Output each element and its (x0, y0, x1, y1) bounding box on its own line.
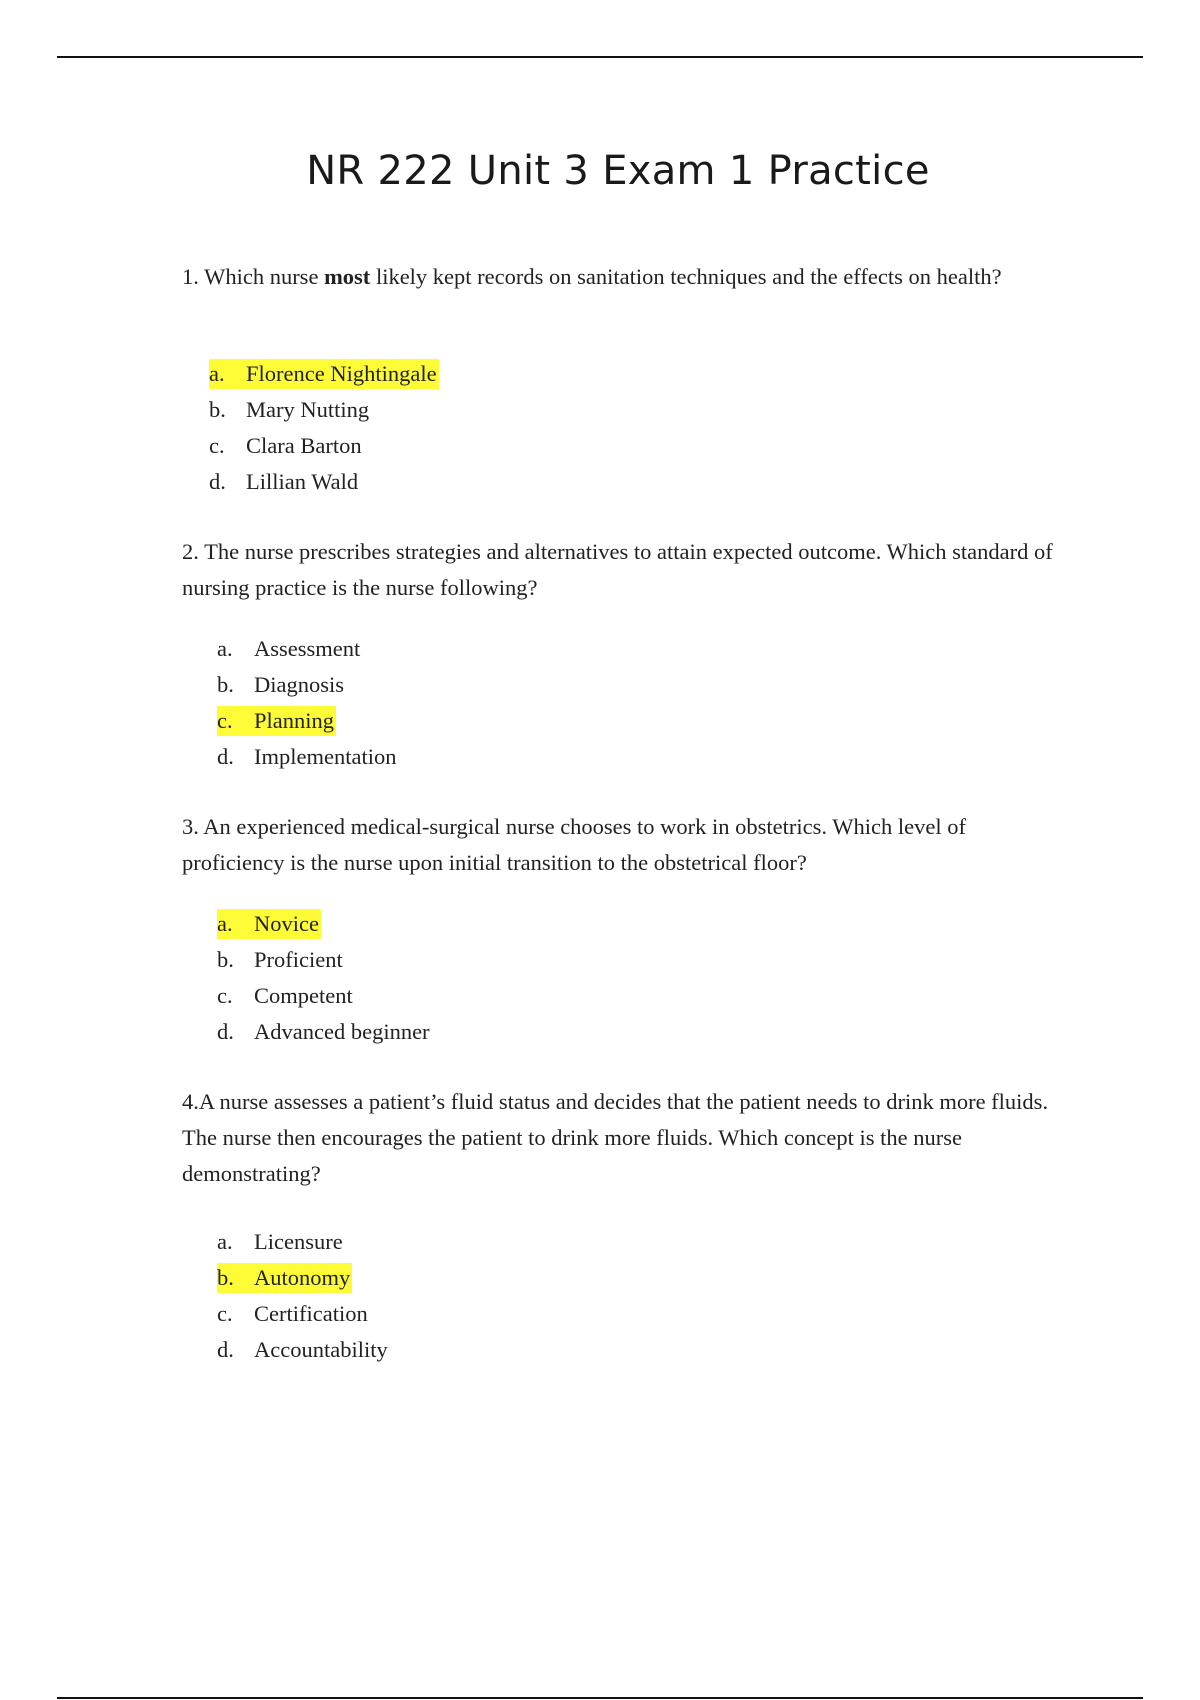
answer-highlight (217, 1227, 345, 1257)
option-letter: a. (209, 361, 225, 386)
option-letter: d. (217, 1019, 234, 1044)
q3-option-c (217, 978, 432, 1014)
q1-option-c (209, 428, 439, 464)
answer-highlight (209, 395, 371, 425)
answer-highlight (217, 742, 398, 772)
option-text: Proficient (254, 947, 343, 972)
question-1-emphasis: most (324, 264, 371, 289)
option-letter: d. (217, 1337, 234, 1362)
option-letter: b. (217, 947, 234, 972)
answer-highlight (217, 945, 345, 975)
question-4-options (217, 1224, 390, 1368)
q3-option-b (217, 942, 432, 978)
question-4: 4.A nurse assesses a patient’s fluid status and decides that the patient needs to drink more fluids. The nurse then encourages the patient to drink more fluids. Which concept is the nurse demonstrating? (182, 1089, 1049, 1186)
option-text: Florence Nightingale (246, 361, 437, 386)
option-letter: b. (209, 397, 226, 422)
q2-option-d (217, 739, 398, 775)
q1-option-a (209, 356, 439, 392)
question-1-options (209, 356, 439, 500)
option-text: Accountability (254, 1337, 388, 1362)
option-text: Novice (254, 911, 319, 936)
answer-highlight (217, 1017, 432, 1047)
question-1 (182, 259, 1062, 295)
option-letter: c. (217, 708, 233, 733)
answer-highlight (217, 706, 336, 736)
answer-highlight (217, 1263, 352, 1293)
option-text: Implementation (254, 744, 397, 769)
top-rule (57, 56, 1143, 58)
option-letter: c. (209, 433, 225, 458)
question-3: 3. An experienced medical-surgical nurse chooses to work in obstetrics. Which level of proficiency is the nurse upon initial transition to the obstetrical floor? (182, 814, 966, 875)
q3-option-a (217, 906, 432, 942)
q2-option-c (217, 703, 398, 739)
question-2: 2. The nurse prescribes strategies and alternatives to attain expected outcome. Which standard of nursing practice is the nurse following? (182, 539, 1053, 600)
option-letter: a. (217, 911, 233, 936)
question-2-options (217, 631, 398, 775)
q2-option-b (217, 667, 398, 703)
q4-option-d (217, 1332, 390, 1368)
q4-option-b (217, 1260, 390, 1296)
question-1-prefix: 1. Which nurse (182, 264, 325, 289)
option-letter: a. (217, 1229, 233, 1254)
answer-highlight (217, 1299, 370, 1329)
answer-highlight (209, 359, 439, 389)
option-letter: a. (217, 636, 233, 661)
answer-highlight (217, 981, 355, 1011)
answer-highlight (209, 467, 360, 497)
option-letter: b. (217, 1265, 234, 1290)
question-3-options (217, 906, 432, 1050)
answer-highlight (217, 634, 362, 664)
option-text: Autonomy (254, 1265, 351, 1290)
q4-option-a (217, 1224, 390, 1260)
option-text: Advanced beginner (254, 1019, 430, 1044)
answer-highlight (217, 670, 346, 700)
q1-option-b (209, 392, 439, 428)
answer-highlight (209, 431, 364, 461)
q1-option-d (209, 464, 439, 500)
option-text: Planning (254, 708, 335, 733)
q4-option-c (217, 1296, 390, 1332)
option-letter: d. (217, 744, 234, 769)
option-text: Mary Nutting (246, 397, 370, 422)
option-text: Clara Barton (246, 433, 362, 458)
document-title: NR 222 Unit 3 Exam 1 Practice (306, 148, 930, 194)
q2-option-a (217, 631, 398, 667)
question-1-suffix: likely kept records on sanitation techniques and the effects on health? (370, 264, 1002, 289)
option-text: Competent (254, 983, 353, 1008)
answer-highlight (217, 1335, 390, 1365)
option-letter: c. (217, 983, 233, 1008)
option-text: Licensure (254, 1229, 343, 1254)
option-text: Certification (254, 1301, 368, 1326)
option-letter: d. (209, 469, 226, 494)
option-letter: c. (217, 1301, 233, 1326)
answer-highlight (217, 909, 321, 939)
option-text: Diagnosis (254, 672, 344, 697)
option-text: Assessment (254, 636, 361, 661)
option-letter: b. (217, 672, 234, 697)
option-text: Lillian Wald (246, 469, 359, 494)
bottom-rule (57, 1697, 1143, 1699)
q3-option-d (217, 1014, 432, 1050)
